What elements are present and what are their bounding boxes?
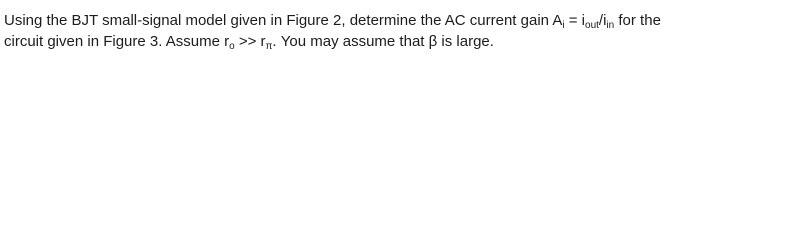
input-resistance-subscript: π <box>265 41 273 52</box>
question-text-segment: Using the BJT small-signal model given in Figure 2, determine the AC current gain A <box>4 12 563 29</box>
input-current-subscript: in <box>606 20 615 31</box>
question-text-segment: /i <box>598 12 607 29</box>
question-text <box>4 10 784 52</box>
question-text-segment: for the <box>614 12 661 29</box>
question-line-2 <box>4 33 494 50</box>
question-text-segment: circuit given in Figure 3. Assume r <box>4 33 230 50</box>
output-current-subscript: out <box>585 20 599 31</box>
current-gain-subscript: i <box>562 20 565 31</box>
question-text-segment: >> r <box>234 33 266 50</box>
question-text-segment: . You may assume that β is large. <box>272 33 494 50</box>
question-text-segment: = i <box>564 12 586 29</box>
output-resistance-subscript: o <box>229 41 235 52</box>
question-line-1 <box>4 12 661 29</box>
